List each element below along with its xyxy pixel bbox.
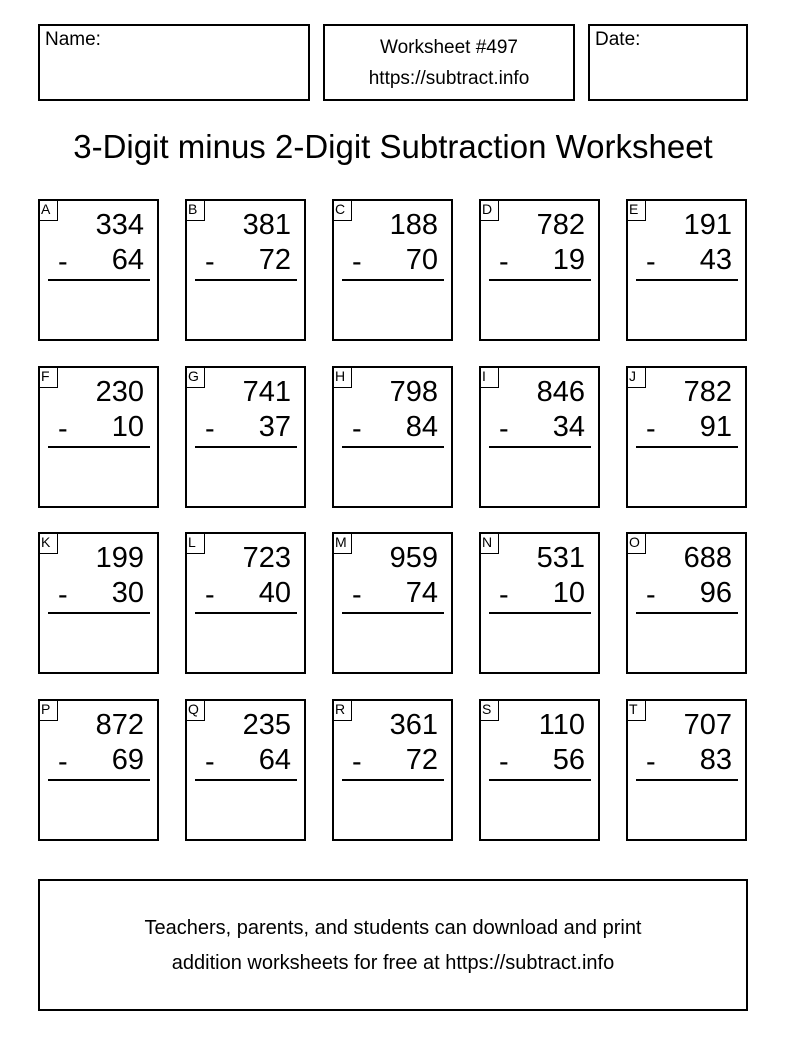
answer-line — [342, 446, 444, 448]
minuend: 782 — [683, 376, 732, 408]
footer-line-1: Teachers, parents, and students can download and print — [144, 917, 642, 939]
answer-line — [489, 612, 591, 614]
minuend: 188 — [389, 209, 438, 241]
minuend: 723 — [242, 542, 291, 574]
answer-line — [636, 446, 738, 448]
answer-line — [636, 612, 738, 614]
problem-box — [38, 199, 159, 341]
problem-label: I — [479, 366, 499, 388]
minus-sign: - — [58, 413, 68, 445]
minuend: 199 — [95, 542, 144, 574]
minuend: 741 — [242, 376, 291, 408]
answer-line — [195, 446, 297, 448]
problem-box — [185, 699, 306, 841]
date-label: Date: — [595, 29, 641, 50]
answer-line — [48, 779, 150, 781]
problem-box — [626, 532, 747, 674]
subtrahend: 96 — [699, 577, 732, 609]
name-label: Name: — [45, 29, 101, 50]
problem-box — [479, 699, 600, 841]
subtrahend: 34 — [552, 411, 585, 443]
problem-label: F — [38, 366, 58, 388]
answer-line — [48, 446, 150, 448]
problem-box — [38, 699, 159, 841]
problem-box — [332, 532, 453, 674]
subtrahend: 64 — [111, 244, 144, 276]
problem-box — [38, 532, 159, 674]
subtrahend: 19 — [552, 244, 585, 276]
problem-label: J — [626, 366, 646, 388]
problem-label: S — [479, 699, 499, 721]
subtrahend: 56 — [552, 744, 585, 776]
minus-sign: - — [499, 746, 509, 778]
page-title: 3-Digit minus 2-Digit Subtraction Worksheet — [73, 128, 713, 165]
answer-line — [342, 279, 444, 281]
subtrahend: 37 — [258, 411, 291, 443]
subtrahend: 70 — [405, 244, 438, 276]
minus-sign: - — [352, 413, 362, 445]
problem-box — [626, 699, 747, 841]
answer-line — [195, 279, 297, 281]
minuend: 798 — [389, 376, 438, 408]
answer-line — [195, 612, 297, 614]
problem-box — [626, 366, 747, 508]
minuend: 361 — [389, 709, 438, 741]
subtrahend: 30 — [111, 577, 144, 609]
worksheet-number: Worksheet #497 — [379, 37, 518, 58]
answer-line — [636, 779, 738, 781]
answer-line — [48, 612, 150, 614]
problem-label: C — [332, 199, 352, 221]
answer-line — [489, 779, 591, 781]
minus-sign: - — [352, 746, 362, 778]
minus-sign: - — [58, 746, 68, 778]
minuend: 872 — [95, 709, 144, 741]
minus-sign: - — [352, 579, 362, 611]
problem-label: M — [332, 532, 352, 554]
problem-label: A — [38, 199, 58, 221]
minuend: 381 — [242, 209, 291, 241]
problem-box — [479, 366, 600, 508]
subtrahend: 72 — [405, 744, 438, 776]
problem-box — [332, 699, 453, 841]
minus-sign: - — [499, 579, 509, 611]
answer-line — [489, 279, 591, 281]
minus-sign: - — [58, 246, 68, 278]
minuend: 846 — [536, 376, 585, 408]
minus-sign: - — [205, 579, 215, 611]
minuend: 235 — [242, 709, 291, 741]
minus-sign: - — [205, 746, 215, 778]
minus-sign: - — [499, 413, 509, 445]
minus-sign: - — [499, 246, 509, 278]
worksheet-info-box — [323, 24, 575, 101]
problem-box — [185, 199, 306, 341]
minus-sign: - — [58, 579, 68, 611]
problem-box — [185, 366, 306, 508]
problem-label: R — [332, 699, 352, 721]
minuend: 688 — [683, 542, 732, 574]
minus-sign: - — [646, 413, 656, 445]
minuend: 230 — [95, 376, 144, 408]
problem-box — [479, 199, 600, 341]
problem-label: O — [626, 532, 646, 554]
problem-label: E — [626, 199, 646, 221]
minuend: 191 — [683, 209, 732, 241]
problem-box — [332, 366, 453, 508]
answer-line — [489, 446, 591, 448]
problem-label: N — [479, 532, 499, 554]
subtrahend: 84 — [405, 411, 438, 443]
minus-sign: - — [205, 413, 215, 445]
minuend: 531 — [536, 542, 585, 574]
problem-label: P — [38, 699, 58, 721]
minuend: 707 — [683, 709, 732, 741]
answer-line — [636, 279, 738, 281]
footer-box — [38, 879, 748, 1011]
subtrahend: 40 — [258, 577, 291, 609]
minus-sign: - — [205, 246, 215, 278]
answer-line — [342, 612, 444, 614]
subtrahend: 10 — [111, 411, 144, 443]
minuend: 782 — [536, 209, 585, 241]
problem-label: T — [626, 699, 646, 721]
subtrahend: 64 — [258, 744, 291, 776]
subtrahend: 72 — [258, 244, 291, 276]
answer-line — [48, 279, 150, 281]
worksheet-url: https://subtract.info — [368, 68, 530, 89]
subtrahend: 69 — [111, 744, 144, 776]
problem-box — [185, 532, 306, 674]
problem-label: G — [185, 366, 205, 388]
subtrahend: 43 — [699, 244, 732, 276]
minus-sign: - — [646, 246, 656, 278]
problem-box — [332, 199, 453, 341]
minuend: 959 — [389, 542, 438, 574]
subtrahend: 83 — [699, 744, 732, 776]
problem-label: B — [185, 199, 205, 221]
problem-label: H — [332, 366, 352, 388]
problem-box — [626, 199, 747, 341]
subtrahend: 10 — [552, 577, 585, 609]
answer-line — [342, 779, 444, 781]
subtrahend: 74 — [405, 577, 438, 609]
footer-line-2: addition worksheets for free at https://subtract.info — [171, 952, 615, 974]
problem-label: D — [479, 199, 499, 221]
problem-box — [479, 532, 600, 674]
minus-sign: - — [646, 579, 656, 611]
problem-label: K — [38, 532, 58, 554]
name-field — [38, 24, 310, 101]
minuend: 110 — [538, 709, 585, 741]
subtrahend: 91 — [699, 411, 732, 443]
problem-label: L — [185, 532, 205, 554]
date-field — [588, 24, 748, 101]
problem-box — [38, 366, 159, 508]
minuend: 334 — [95, 209, 144, 241]
minus-sign: - — [352, 246, 362, 278]
problem-label: Q — [185, 699, 205, 721]
answer-line — [195, 779, 297, 781]
minus-sign: - — [646, 746, 656, 778]
